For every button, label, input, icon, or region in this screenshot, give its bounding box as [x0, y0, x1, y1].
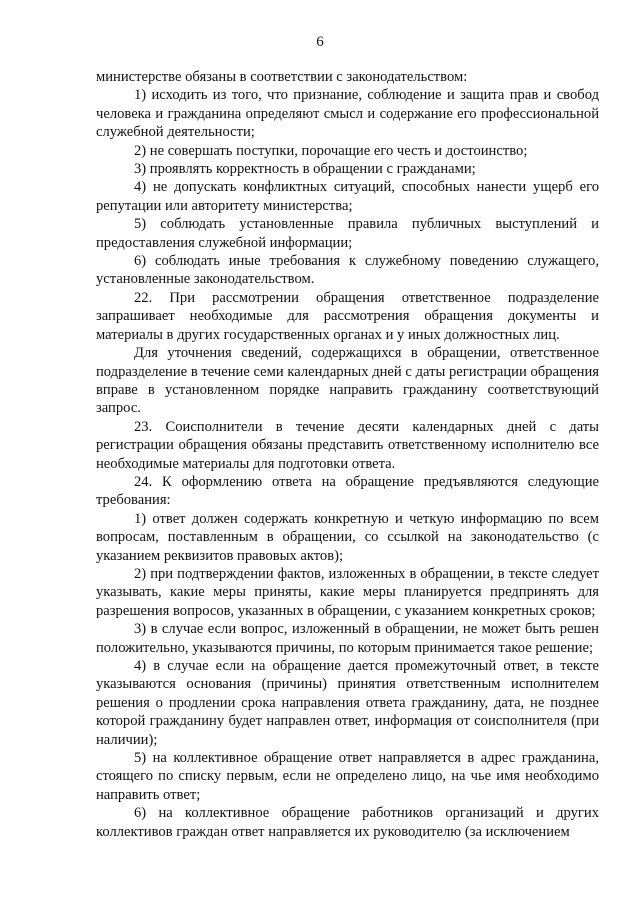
paragraph-clause-24: 24. К оформлению ответа на обращение предъявляются следующие требования: — [96, 473, 599, 509]
paragraph-requirement-6: 6) на коллективное обращение работников организаций и других коллективов граждан ответ направляется их руководителю (за исключением — [96, 805, 599, 840]
paragraph-item-4: 4) не допускать конфликтных ситуаций, способных нанести ущерб его репутации или авторитету министерства; — [96, 179, 599, 214]
paragraph-item-3: 3) проявлять корректность в обращении с гражданами; — [134, 161, 476, 178]
paragraph-requirement-3: 3) в случае если вопрос, изложенный в обращении, не может быть решен положительно, указываются причины, по которым принимается такое решение; — [96, 621, 599, 656]
paragraph-clause-23: 23. Соисполнители в течение десяти календарных дней с даты регистрации обращения обязаны представить ответственному исполнителю все необходимые материалы для подготовки ответа. — [96, 418, 599, 472]
paragraph-clause-22: 22. При рассмотрении обращения ответственное подразделение запрашивает необходимые для рассмотрения обращения документы и материалы в других государственных органах и у иных должностных лиц. — [96, 289, 599, 343]
paragraph-requirement-4: 4) в случае если на обращение дается промежуточный ответ, в тексте указываются основания (причины) принятия ответственным исполнителем решения о продлении срока направления ответа гражданину, дата, не позднее которой гражданину будет направлен ответ, информация от соисполнителя (при наличии); — [96, 658, 599, 748]
paragraph-requirement-1: 1) ответ должен содержать конкретную и четкую информацию по всем вопросам, поставленным в обращении, со ссылкой на законодательство (с указанием реквизитов правовых актов); — [96, 510, 599, 564]
page-number: 6 — [316, 34, 324, 50]
paragraph-requirement-2: 2) при подтверждении фактов, изложенных в обращении, в тексте следует указывать, какие меры приняты, какие меры планируется предпринять для разрешения вопросов, указанных в обращении, с указанием конкретных сроков; — [96, 565, 599, 619]
paragraph-item-5: 5) соблюдать установленные правила публичных выступлений и предоставления служебной информации; — [96, 216, 599, 251]
paragraph-clause-22-detail: Для уточнения сведений, содержащихся в обращении, ответственное подразделение в течение семи календарных дней с даты регистрации обращения вправе в установленном порядке направить гражданину соответствующий запрос. — [96, 345, 599, 417]
document-body — [96, 68, 599, 841]
paragraph-requirement-5: 5) на коллективное обращение ответ направляется в адрес гражданина, стоящего по списку первым, если не определено лицо, на чье имя необходимо направить ответ; — [96, 750, 599, 803]
paragraph-item-1: 1) исходить из того, что признание, соблюдение и защита прав и свобод человека и гражданина определяют смысл и содержание его профессиональной служебной деятельности; — [96, 87, 599, 141]
paragraph-continuation: министерстве обязаны в соответствии с законодательством: — [96, 69, 468, 85]
paragraph-item-2: 2) не совершать поступки, порочащие его честь и достоинство; — [134, 142, 528, 159]
paragraph-item-6: 6) соблюдать иные требования к служебному поведению служащего, установленные законодательством. — [96, 253, 599, 288]
